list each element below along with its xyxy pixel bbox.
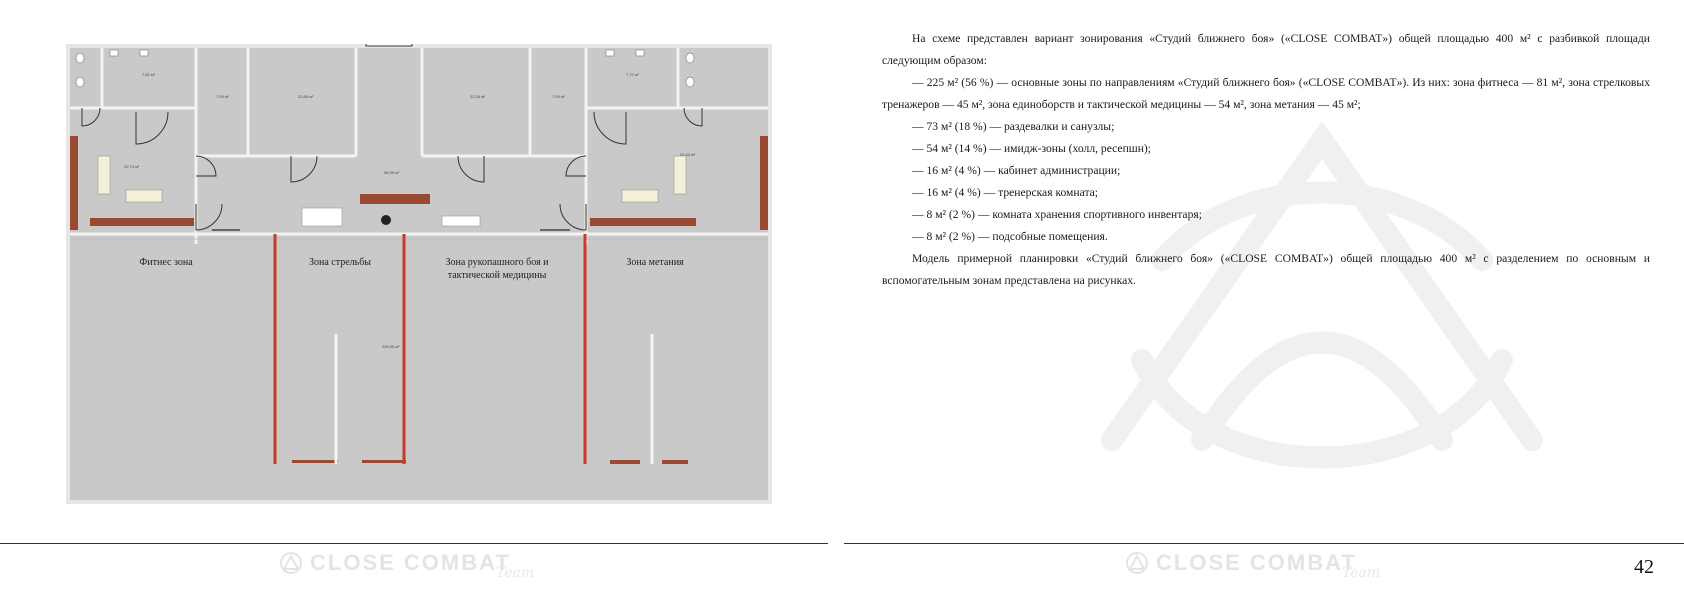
list-item: — 54 м² (14 %) — имидж-зоны (холл, ресепшн); [912, 142, 1151, 155]
area-room-d: 7,93 м² [552, 94, 565, 99]
logo-script: Team [496, 565, 535, 581]
reception-chair [381, 215, 391, 225]
list-item: — 8 м² (2 %) — подсобные помещения. [912, 230, 1108, 243]
area-main-hall: 230,95 м² [382, 344, 400, 349]
floor-plan [66, 44, 772, 504]
logo-emblem-icon [1124, 551, 1150, 575]
zone-label-fitness: Фитнес зона [139, 257, 193, 268]
floor [70, 48, 768, 500]
logo-script: Team [1342, 565, 1381, 581]
list-item: — 16 м² (4 %) — кабинет администрации; [912, 164, 1121, 177]
footer-rule-left [0, 543, 828, 544]
right-page [842, 0, 1684, 596]
entrance-door [366, 44, 412, 46]
outro-paragraph: Модель примерной планировки «Студий ближнего боя» («CLOSE COMBAT») общей площадью 400 м² с разделением по основным и вспомогательным зонам представлена на рисунках. [882, 252, 1650, 287]
list-item: — 16 м² (4 %) — тренерская комната; [912, 186, 1099, 199]
list-item: — 73 м² (18 %) — раздевалки и санузлы; [912, 120, 1115, 133]
area-room-b: 22,65 м² [298, 94, 314, 99]
list-item: — 225 м² (56 %) — основные зоны по направлениям «Студий ближнего боя» («CLOSE COMBAT»). Из них: зона фитнеса — 81 м², зона стрелковых тренажеров — 45 м², зона единоборств и тактической медицины — 54 м², зона метания — 45 м²; [882, 76, 1650, 111]
logo-text: CLOSE COMBAT [310, 550, 511, 575]
text-block [882, 28, 1650, 292]
area-locker-left: 22,74 м² [124, 164, 140, 169]
floor-plan-drawing [66, 44, 772, 504]
page-number: 42 [1634, 556, 1654, 578]
area-room-a: 7,93 м² [216, 94, 229, 99]
footer-logo-left [278, 550, 535, 581]
area-wc-right: 7,72 м² [626, 72, 639, 77]
zone-label-combat-line1: Зона рукопашного боя и [445, 257, 549, 268]
zone-label-combat [432, 256, 562, 282]
footer-rule-right [844, 543, 1684, 544]
area-room-c: 22,35 м² [470, 94, 486, 99]
area-wc-left: 7,82 м² [142, 72, 155, 77]
logo-emblem-icon [278, 551, 304, 575]
list-item: — 8 м² (2 %) — комната хранения спортивного инвентаря; [912, 208, 1202, 221]
intro-paragraph: На схеме представлен вариант зонирования «Студий ближнего боя» («CLOSE COMBAT») общей площадью 400 м² с разбивкой площади следующим образом: [882, 32, 1650, 67]
area-locker-right: 20,44 м² [680, 152, 696, 157]
zone-label-throwing: Зона метания [626, 257, 684, 268]
area-hall: 58,39 м² [384, 170, 400, 175]
logo-text: CLOSE COMBAT [1156, 550, 1357, 575]
zone-label-combat-line2: тактической медицины [447, 270, 547, 281]
zone-label-shooting: Зона стрельбы [308, 257, 372, 268]
footer-logo-right [1124, 550, 1381, 581]
